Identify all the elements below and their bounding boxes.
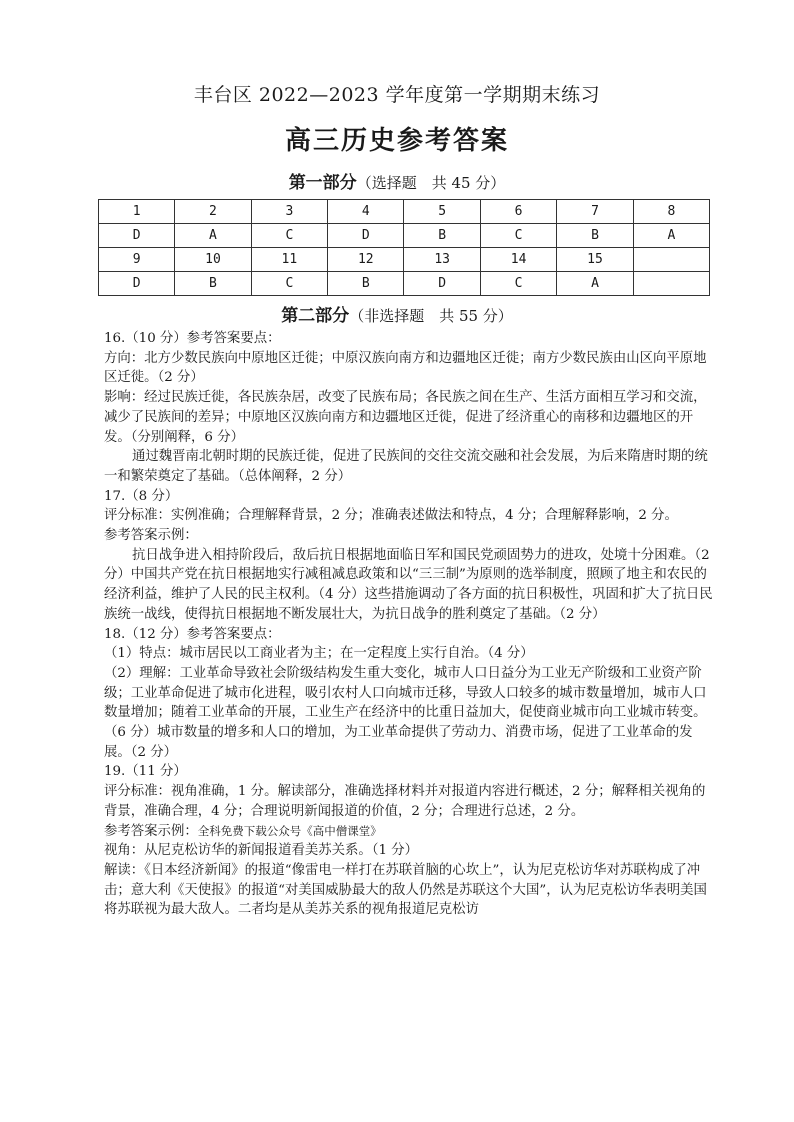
answer-table-cell: B — [404, 224, 480, 248]
q19-heading: 19.（11 分） — [104, 764, 187, 780]
q17-heading: 17.（8 分） — [104, 488, 179, 504]
answer-table — [98, 199, 710, 296]
q19-interpret: 解读：《日本经济新闻》的报道“像雷电一样打在苏联首脑的心坎上”，认为尼克松访华对苏联构成了冲击；意大利《天使报》的报道“对美国威胁最大的敌人仍然是苏联这个大国”，认为尼克松访华表明美国将苏联视为最大敌人。二者均是从美苏关系的视角报道尼克松访 — [104, 862, 707, 918]
q16-heading: 16.（10 分）参考答案要点： — [104, 331, 281, 346]
q16-direction: 方向：北方少数民族向中原地区迁徙；中原汉族向南方和边疆地区迁徙；南方少数民族由山区向平原地区迁徙。（2 分） — [104, 350, 707, 386]
answer-table-cell — [633, 272, 709, 296]
answer-table-cell: 15 — [557, 248, 633, 272]
part1-heading — [0, 168, 794, 193]
answer-table-row — [99, 224, 710, 248]
answer-table-cell: C — [480, 224, 556, 248]
answer-table-cell: D — [99, 224, 175, 248]
part1-heading-note: （选择题 共 45 分） — [356, 174, 506, 192]
q19-view: 视角：从尼克松访华的新闻报道看美苏关系。（1 分） — [104, 843, 419, 859]
q18-heading: 18.（12 分）参考答案要点： — [104, 626, 281, 642]
answer-table-row — [99, 200, 710, 224]
answer-table-cell: A — [633, 224, 709, 248]
answer-table-cell: D — [328, 224, 404, 248]
q17-example-label: 参考答案示例： — [104, 528, 198, 544]
q16-summary: 通过魏晋南北朝时期的民族迁徙，促进了民族间的交往交流交融和社会发展，为后来隋唐时期的统一和繁荣奠定了基础。（总体阐释，2 分） — [104, 449, 708, 484]
answer-table-cell: 11 — [251, 248, 327, 272]
answer-table-cell: 10 — [175, 248, 251, 272]
answer-table-cell: 6 — [480, 200, 556, 224]
answer-table-cell: C — [251, 272, 327, 296]
answer-table-cell: 2 — [175, 200, 251, 224]
q18-point1: （1）特点：城市居民以工商业者为主；在一定程度上实行自治。（4 分） — [104, 646, 534, 662]
answer-table-cell: A — [557, 272, 633, 296]
part2-heading-main: 第二部分 — [281, 306, 350, 326]
answer-table-cell: 13 — [404, 248, 480, 272]
answer-table-cell: 12 — [328, 248, 404, 272]
answer-table-cell: 4 — [328, 200, 404, 224]
answer-table-cell: A — [175, 224, 251, 248]
answer-table-cell: 5 — [404, 200, 480, 224]
answer-table-cell: D — [99, 272, 175, 296]
q17-criteria: 评分标准：实例准确；合理解释背景，2 分；准确表述做法和特点，4 分；合理解释影响，2 分。 — [104, 508, 678, 524]
answer-table-cell: 9 — [99, 248, 175, 272]
q19-example-label: 参考答案示例： — [104, 823, 198, 839]
answer-table-cell: B — [328, 272, 404, 296]
part2-heading — [0, 301, 794, 326]
q19-criteria: 评分标准：视角准确，1 分。解读部分，准确选择材料并对报道内容进行概述，2 分；解释相关视角的背景，准确合理，4 分；合理说明新闻报道的价值，2 分；合理进行总述，2 分。 — [104, 784, 706, 819]
q17-example: 抗日战争进入相持阶段后，敌后抗日根据地面临日军和国民党顽固势力的进攻，处境十分困难。（2 分）中国共产党在抗日根据地实行减租减息政策和以“三三制”为原则的选举制度，照顾了地主和农民的经济利益，维护了人民的民主权利。（4 分）这些措施调动了各方面的抗日积极性，巩固和扩大了抗日民族统一战线，使得抗日根据地不断发展壮大，为抗日战争的胜利奠定了基础。（2 分） — [104, 547, 713, 622]
answer-table-cell — [633, 248, 709, 272]
q19-example-note: 全科免费下载公众号《高中僧课堂》 — [197, 823, 382, 838]
part1-heading-main: 第一部分 — [288, 173, 357, 193]
answer-table-cell: 3 — [251, 200, 327, 224]
q18-point2: （2）理解：工业革命导致社会阶级结构发生重大变化，城市人口日益分为工业无产阶级和工业资产阶级；工业革命促进了城市化进程，吸引农村人口向城市迁移，导致人口较多的城市数量增加，城市人口数量增加；随着工业革命的开展，工业生产在经济中的比重日益加大，促使商业城市向工业城市转变。（6 分）城市数量的增多和人口的增加，为工业革命提供了劳动力、消费市场，促进了工业革命的发展。（2 分） — [104, 665, 707, 760]
answer-table-cell: B — [175, 272, 251, 296]
part2-heading-note: （非选择题 共 55 分） — [349, 307, 513, 325]
answer-table-cell: D — [404, 272, 480, 296]
answer-table-row — [99, 248, 710, 272]
q16-impact: 影响：经过民族迁徙，各民族杂居，改变了民族布局；各民族之间在生产、生活方面相互学习和交流，减少了民族间的差异；中原地区汉族向南方和边疆地区迁徙，促进了经济重心的南移和边疆地区的开发。（分别阐释，6 分） — [104, 390, 707, 445]
answer-table-cell: B — [557, 224, 633, 248]
answer-table-cell: 8 — [633, 200, 709, 224]
answer-table-cell: 1 — [99, 200, 175, 224]
subject-title: 高三历史参考答案 — [284, 126, 509, 156]
answer-table-cell: C — [480, 272, 556, 296]
answer-table-cell: 14 — [480, 248, 556, 272]
answer-table-cell: C — [251, 224, 327, 248]
answer-table-cell: 7 — [557, 200, 633, 224]
q19-example-line — [104, 822, 716, 842]
exam-title: 丰台区 2022—2023 学年度第一学期期末练习 — [193, 84, 601, 106]
answer-table-row — [99, 272, 710, 296]
answer-content — [104, 329, 716, 920]
